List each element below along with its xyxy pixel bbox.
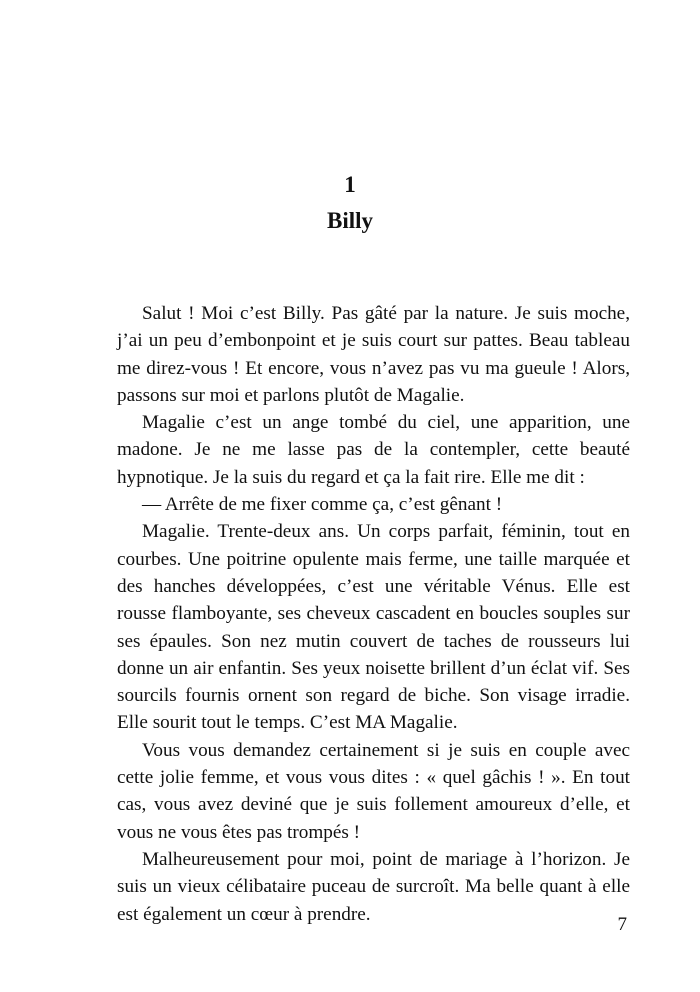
paragraph: Salut ! Moi c’est Billy. Pas gâté par la nature. Je suis moche, j’ai un peu d’embonpoint et je suis court sur pattes. Beau tableau me direz-vous ! Et encore, vous n’avez pas vu ma gueule ! Alors, passons sur moi et parlons plutôt de Magalie. (117, 303, 630, 406)
dialogue-line: — Arrête de me fixer comme ça, c’est gênant ! (142, 494, 503, 516)
chapter-body (117, 300, 630, 928)
chapter-number: 1 (344, 172, 356, 197)
chapter-title: Billy (326, 208, 373, 233)
paragraph: Malheureusement pour moi, point de mariage à l’horizon. Je suis un vieux célibataire puceau de surcroît. Ma belle quant à elle est également un cœur à prendre. (117, 848, 630, 925)
paragraph: Magalie c’est un ange tombé du ciel, une apparition, une madone. Je ne me lasse pas de la contempler, cette beauté hypnotique. Je la suis du regard et ça la fait rire. Elle me dit : (117, 412, 630, 488)
page-number: 7 (617, 914, 627, 935)
paragraph: Vous vous demandez certainement si je suis en couple avec cette jolie femme, et vous vous dites : « quel gâchis ! ». En tout cas, vous avez deviné que je suis follement amoureux d’elle, et vous ne vous êtes pas trompés ! (117, 739, 630, 843)
paragraph: Magalie. Trente-deux ans. Un corps parfait, féminin, tout en courbes. Une poitrine opulente mais ferme, une taille marquée et des hanches développées, c’est une véritable Vénus. Elle est rousse flamboyante, ses cheveux cascadent en boucles souples sur ses épaules. Son nez mutin couvert de taches de rousseurs lui donne un air enfantin. Ses yeux noisette brillent d’un éclat vif. Ses sourcils fournis ornent son regard de biche. Son visage irradie. Elle sourit tout le temps. C’est MA Magalie. (117, 521, 630, 734)
